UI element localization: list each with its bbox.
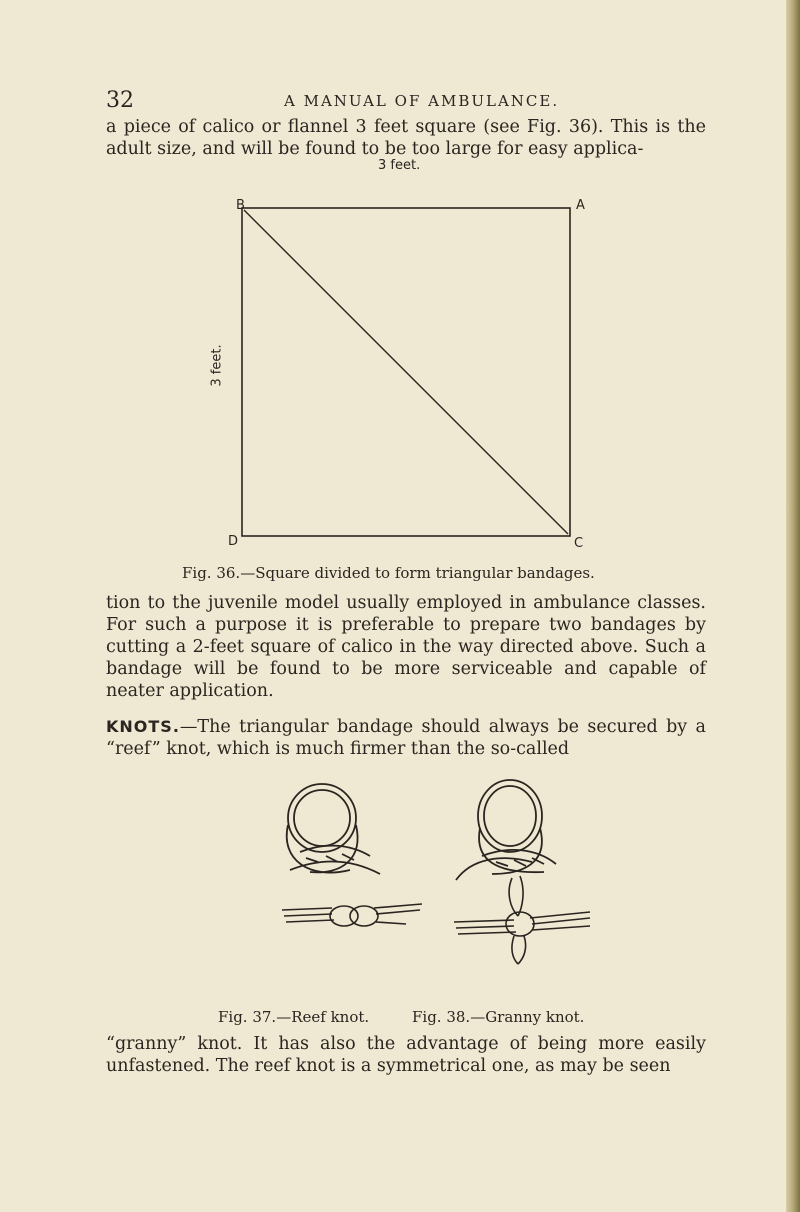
figure-36-top-label: 3 feet. xyxy=(378,158,421,173)
page-edge xyxy=(786,0,800,1212)
paragraph-intro: a piece of calico or flannel 3 feet square (see Fig. 36). This is the adult size, and will be found to be too large for easy applica- xyxy=(106,117,706,159)
figure-36-side-label: 3 feet. xyxy=(209,344,225,387)
figure-36-corner-c: C xyxy=(574,536,584,551)
figure-38-caption: Fig. 38.—Granny knot. xyxy=(412,1008,585,1026)
figure-36 xyxy=(182,150,600,582)
figure-36-caption: Fig. 36.—Square divided to form triangular bandages. xyxy=(182,564,595,582)
granny-knot-tied-illustration xyxy=(454,872,594,968)
page-header xyxy=(106,88,706,118)
paragraph-knots xyxy=(106,716,706,760)
page-number: 32 xyxy=(106,88,134,113)
figure-36-diagram xyxy=(220,150,600,560)
reef-knot-loop-illustration xyxy=(270,770,390,890)
knots-heading: KNOTS. xyxy=(106,717,180,736)
paragraph-granny: “granny” knot. It has also the advantage of being more easily unfastened. The reef knot is a symmetrical one, as may be seen xyxy=(106,1034,706,1076)
figure-36-corner-d: D xyxy=(228,534,239,549)
diagonal-line xyxy=(244,210,568,534)
reef-knot-tied-illustration xyxy=(282,896,422,936)
running-head: A MANUAL OF AMBULANCE. xyxy=(284,92,560,110)
figure-37-caption: Fig. 37.—Reef knot. xyxy=(218,1008,370,1026)
knots-text: —The triangular bandage should always be secured by a “reef” knot, which is much firmer than the so-called xyxy=(106,717,706,759)
figure-36-corner-a: A xyxy=(576,198,585,213)
paragraph-juvenile: tion to the juvenile model usually employed in ambulance classes. For such a purpose it is preferable to prepare two bandages by cutting a 2-feet square of calico in the way directed above. Such a bandage will be found to be more serviceable and capable of neater application. xyxy=(106,593,706,701)
figure-36-corner-b: B xyxy=(236,198,245,213)
